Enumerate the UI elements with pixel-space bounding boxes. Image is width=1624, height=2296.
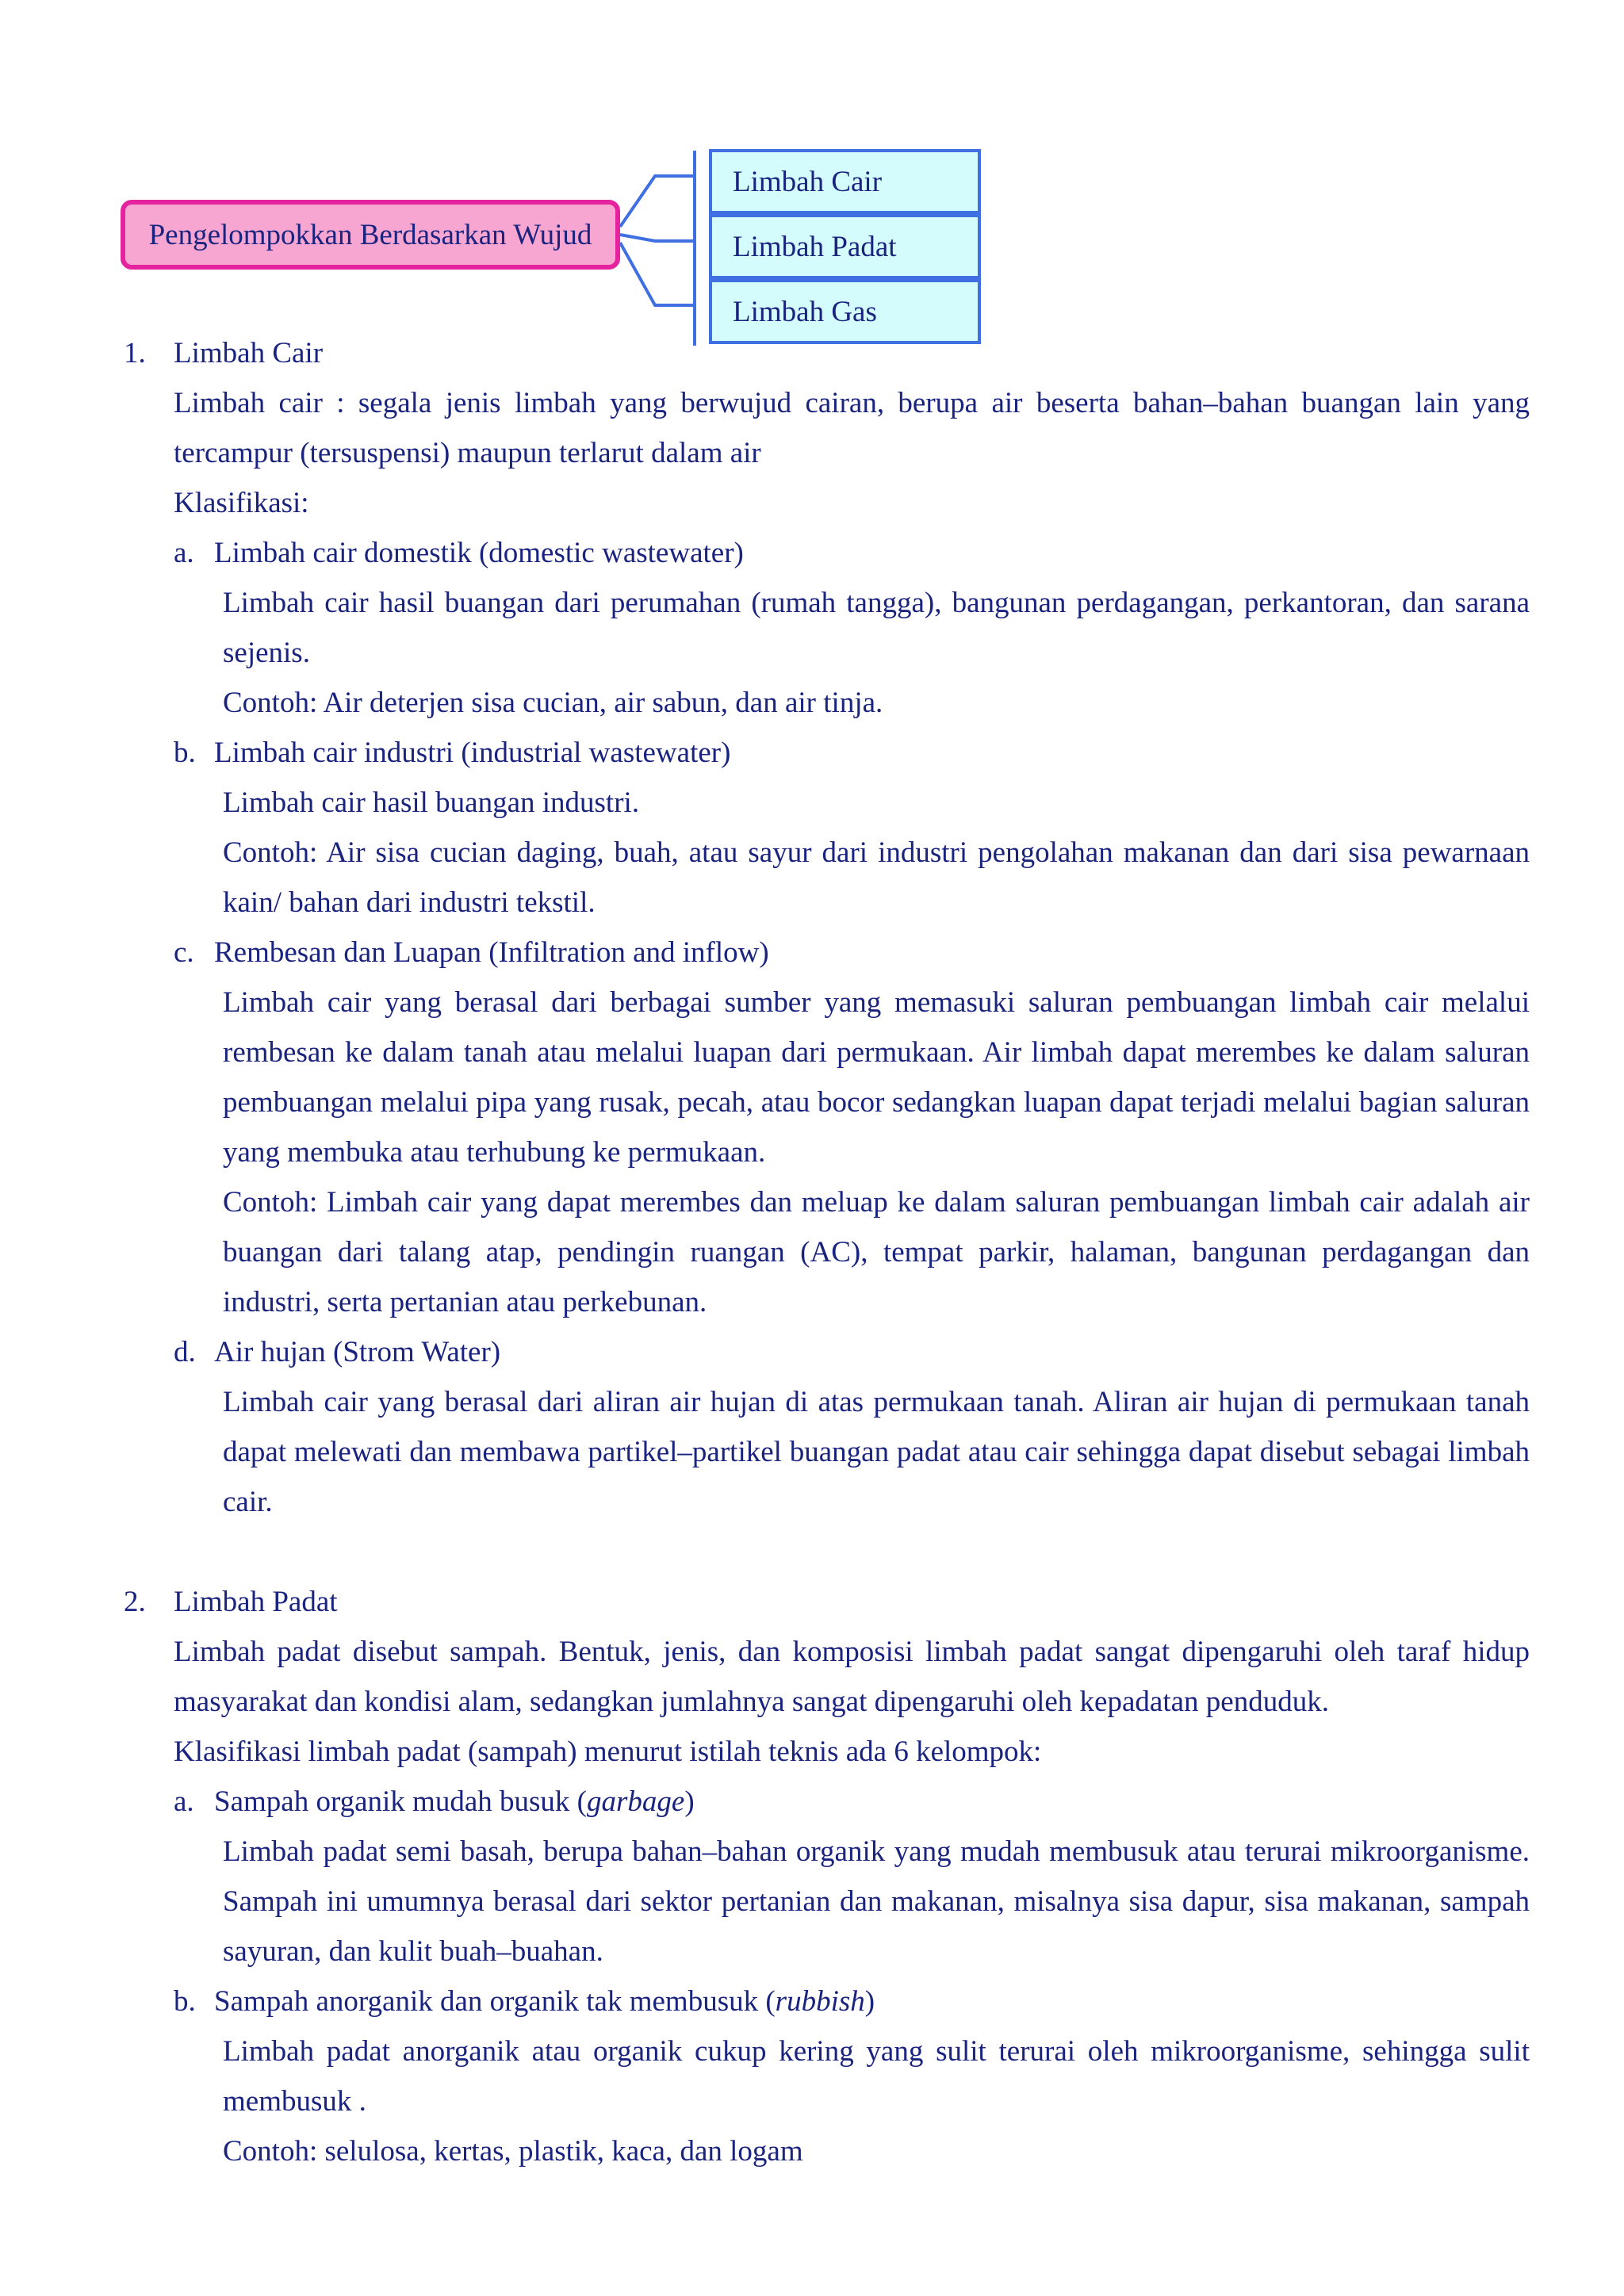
item-title: Limbah cair industri [214, 737, 454, 769]
item-example: Contoh: Air sisa cucian daging, buah, atau sayur dari industri pengolahan makanan dan dari sisa pewarnaan kain/ bahan dari industri tekstil. [223, 836, 1530, 919]
item-title-italic: garbage [586, 1785, 685, 1818]
item-letter: d. [174, 1336, 196, 1368]
item-letter: a. [174, 537, 194, 569]
item-description: Limbah padat anorganik atau organik cukup kering yang sulit terurai oleh mikroorganisme, sehingga sulit membusuk . [223, 2035, 1530, 2118]
diagram-root-box: Pengelompokkan Berdasarkan Wujud [121, 200, 620, 270]
item-title: Limbah cair domestik [214, 537, 472, 569]
item-heading [214, 1777, 695, 1827]
item-title: Air hujan [214, 1336, 326, 1368]
classification-label: Klasifikasi: [174, 487, 309, 519]
section-number: 1. [124, 337, 146, 369]
connector-padat [620, 235, 695, 241]
classification-label: Klasifikasi limbah padat (sampah) menurut istilah teknis ada 6 kelompok: [174, 1735, 1042, 1768]
item-heading [214, 928, 769, 978]
item-letter: b. [174, 1985, 196, 2018]
item-title: Sampah organik mudah busuk ( [214, 1785, 587, 1818]
item-heading [214, 728, 730, 778]
item-heading [214, 1327, 500, 1377]
section-definition: Limbah cair : segala jenis limbah yang berwujud cairan, berupa air beserta bahan–bahan buangan lain yang tercampur (tersuspensi) maupun terlarut dalam air [174, 387, 1530, 469]
item-example: Contoh: Air deterjen sisa cucian, air sabun, dan air tinja. [223, 687, 883, 719]
item-subtitle: (Infiltration and inflow) [481, 936, 769, 969]
section-heading: Limbah Padat [174, 1586, 338, 1618]
section-definition: Limbah padat disebut sampah. Bentuk, jenis, dan komposisi limbah padat sangat dipengaruhi oleh taraf hidup masyarakat dan kondisi alam, sedangkan jumlahnya sangat dipengaruhi oleh kepadatan penduduk. [174, 1636, 1530, 1718]
item-subtitle: (Strom Water) [325, 1336, 501, 1368]
item-letter: b. [174, 737, 196, 769]
diagram-leaf-limbah-padat: Limbah Padat [709, 214, 981, 279]
diagram-leaf-limbah-cair: Limbah Cair [709, 149, 981, 214]
item-title-italic: rubbish [775, 1985, 865, 2018]
item-title-end: ) [864, 1985, 875, 2018]
item-description: Limbah cair yang berasal dari aliran air hujan di atas permukaan tanah. Aliran air hujan di permukaan tanah dapat melewati dan membawa partikel–partikel buangan padat atau cair sehingga dapat disebut sebagai limbah cair. [223, 1386, 1530, 1518]
connector-cair [620, 176, 695, 227]
item-title: Rembesan dan Luapan [214, 936, 481, 969]
item-heading [214, 528, 744, 578]
item-description: Limbah cair yang berasal dari berbagai sumber yang memasuki saluran pembuangan limbah cair melalui rembesan ke dalam tanah atau melalui luapan dari permukaan. Air limbah dapat merembes ke dalam saluran pembuangan melalui pipa yang rusak, pecah, atau bocor sedangkan luapan dapat terjadi melalui bagian saluran yang membuka atau terhubung ke permukaan. [223, 986, 1530, 1169]
item-description: Limbah padat semi basah, berupa bahan–bahan organik yang mudah membusuk atau terurai mikroorganisme. Sampah ini umumnya berasal dari sektor pertanian dan makanan, misalnya sisa dapur, sisa makanan, sampah sayuran, dan kulit buah–buahan. [223, 1835, 1530, 1968]
item-title-end: ) [684, 1785, 695, 1818]
item-example: Contoh: selulosa, kertas, plastik, kaca, dan logam [223, 2135, 803, 2168]
item-subtitle: (domestic wastewater) [471, 537, 744, 569]
diagram-leaf-limbah-gas: Limbah Gas [709, 279, 981, 344]
item-letter: a. [174, 1785, 194, 1818]
item-letter: c. [174, 936, 194, 969]
item-title: Sampah anorganik dan organik tak membusuk ( [214, 1985, 776, 2018]
item-heading [214, 1976, 875, 2026]
item-example: Contoh: Limbah cair yang dapat merembes dan meluap ke dalam saluran pembuangan limbah cair adalah air buangan dari talang atap, pendingin ruangan (AC), tempat parkir, halaman, bangunan perdagangan dan industri, serta pertanian atau perkebunan. [223, 1186, 1530, 1318]
section-number: 2. [124, 1586, 146, 1618]
item-description: Limbah cair hasil buangan industri. [223, 786, 640, 819]
item-subtitle: (industrial wastewater) [454, 737, 731, 769]
section-heading: Limbah Cair [174, 337, 324, 369]
connector-gas [620, 243, 695, 305]
classification-diagram [0, 0, 1624, 365]
item-description: Limbah cair hasil buangan dari perumahan (rumah tangga), bangunan perdagangan, perkantoran, dan sarana sejenis. [223, 587, 1530, 669]
